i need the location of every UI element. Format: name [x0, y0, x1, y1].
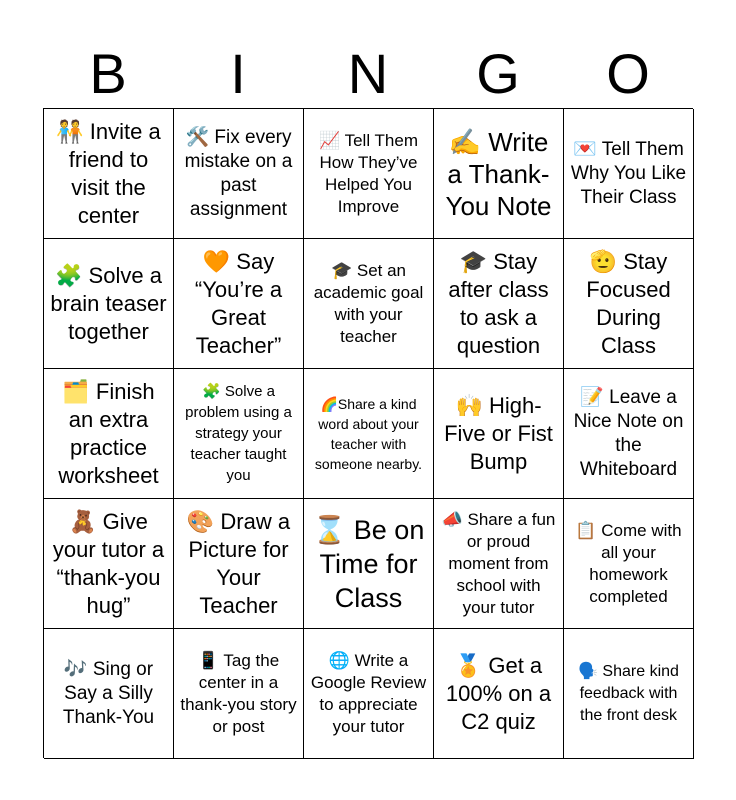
cell-label: 🛠️ Fix every mistake on a past assignment [184, 126, 293, 220]
bingo-cell[interactable] [564, 499, 694, 629]
cell-label: 🧡 Say “You’re a Great Teacher” [194, 248, 283, 358]
header-letter-n: N [347, 42, 389, 105]
cell-label: 📝 Leave a Nice Note on the Whiteboard [573, 386, 684, 480]
cell-label: 🌐 Write a Google Review to appreciate your tutor [310, 650, 427, 736]
header-letter-g: G [476, 42, 520, 105]
bingo-cell[interactable] [174, 369, 304, 499]
cell-label: 🧑‍🤝‍🧑 Invite a friend to visit the center [56, 118, 161, 228]
bingo-cell[interactable] [434, 499, 564, 629]
bingo-cell[interactable] [44, 499, 174, 629]
cell-label: 🧩 Solve a brain teaser together [50, 262, 167, 344]
cell-label: 💌 Tell Them Why You Like Their Class [570, 138, 687, 208]
bingo-cell[interactable] [44, 629, 174, 759]
bingo-cell[interactable] [174, 239, 304, 369]
cell-label: 🧩 Solve a problem using a strategy your teacher taught you [185, 383, 292, 484]
cell-label: ⌛ Be on Time for Class [312, 514, 425, 613]
cell-label: 🎓 Set an academic goal with your teacher [313, 260, 424, 346]
cell-label: 🫡 Stay Focused During Class [586, 248, 671, 358]
bingo-cell[interactable] [434, 369, 564, 499]
bingo-cell[interactable] [44, 369, 174, 499]
bingo-cell[interactable] [174, 629, 304, 759]
bingo-cell[interactable] [564, 109, 694, 239]
bingo-cell[interactable] [304, 629, 434, 759]
bingo-cell[interactable] [44, 239, 174, 369]
bingo-cell[interactable] [44, 109, 174, 239]
bingo-cell[interactable] [174, 109, 304, 239]
bingo-header [43, 40, 693, 108]
cell-label: 🎶 Sing or Say a Silly Thank-You [62, 658, 155, 728]
cell-label: 🌈Share a kind word about your teacher with someone nearby. [314, 395, 423, 472]
bingo-board [43, 108, 693, 758]
cell-label: 🧸 Give your tutor a “thank-you hug” [52, 508, 165, 618]
cell-label: ✍️ Write a Thank-You Note [445, 126, 552, 221]
bingo-cell[interactable] [304, 369, 434, 499]
bingo-cell[interactable] [564, 239, 694, 369]
cell-label: 📣 Share a fun or proud moment from school with your tutor [441, 509, 556, 617]
cell-label: 📱 Tag the center in a thank-you story or post [180, 650, 297, 736]
bingo-cell[interactable] [304, 499, 434, 629]
bingo-cell[interactable] [434, 239, 564, 369]
header-letter-i: I [230, 42, 246, 105]
cell-label: 📈 Tell Them How They’ve Helped You Improve [319, 130, 418, 216]
bingo-cell[interactable] [434, 629, 564, 759]
header-letter-b: B [89, 42, 127, 105]
cell-label: 🎓 Stay after class to ask a question [448, 248, 549, 358]
cell-label: 🙌 High-Five or Fist Bump [444, 392, 553, 474]
cell-label: 🗂️ Finish an extra practice worksheet [58, 378, 159, 488]
bingo-cell[interactable] [304, 109, 434, 239]
bingo-cell[interactable] [174, 499, 304, 629]
cell-label: 🏅 Get a 100% on a C2 quiz [445, 652, 552, 734]
cell-label: 🎨 Draw a Picture for Your Teacher [186, 508, 291, 618]
header-letter-o: O [606, 42, 650, 105]
bingo-cell[interactable] [434, 109, 564, 239]
bingo-cell[interactable] [304, 239, 434, 369]
bingo-cell[interactable] [564, 369, 694, 499]
cell-label: 📋 Come with all your homework completed [575, 520, 682, 606]
bingo-cell[interactable] [564, 629, 694, 759]
cell-label: 🗣️ Share kind feedback with the front desk [578, 662, 679, 724]
